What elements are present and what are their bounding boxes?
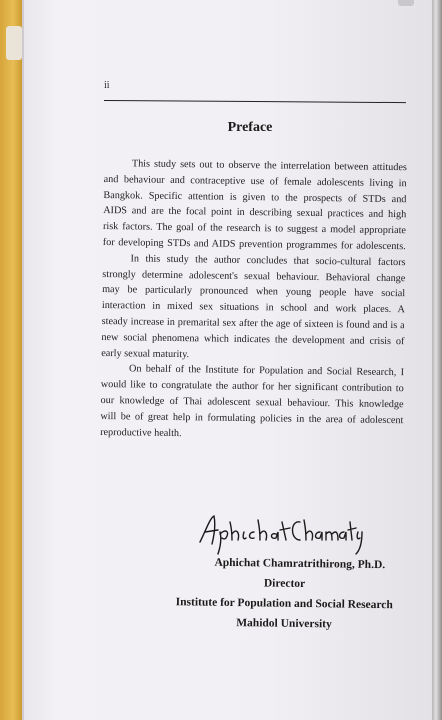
paragraph	[100, 361, 404, 444]
text-line: risk factors. The goal of the research is to suggest a model appropriate	[102, 221, 407, 237]
handwritten-signature	[196, 508, 366, 556]
text-line: In this study the author concludes that socio-cultural factors	[130, 253, 406, 269]
signatory-university: Mahidol University	[236, 617, 332, 631]
text-line: will be of great help in formulating policies in the area of adolescent	[100, 410, 404, 426]
text-line: This study sets out to observe the interrelation between attitudes	[131, 158, 407, 174]
text-line: On behalf of the Institute for Population and Social Research, I	[128, 363, 405, 379]
paragraph	[101, 251, 406, 366]
page-edge	[432, 0, 442, 720]
text-line: for developing STDs and AIDS prevention programmes for adolescents.	[102, 236, 406, 253]
text-line: would like to congratulate the author for her significant contribution to	[100, 379, 404, 395]
signatory-position: Director	[263, 577, 306, 591]
signatory-block	[159, 552, 410, 635]
page-title: Preface	[227, 120, 273, 135]
text-line: reproductive health.	[100, 426, 182, 439]
text-line: AIDS and are the focal point in describing sexual practices and high	[103, 205, 407, 221]
book-spine	[0, 0, 24, 720]
preface-body	[100, 156, 407, 445]
paragraph	[103, 156, 407, 255]
page-corner-tab	[398, 0, 414, 6]
text-line: steady increase in premarital sex after the age of sixteen is found and is a	[101, 315, 405, 332]
text-line: early sexual maturity.	[101, 347, 190, 360]
text-line: and behaviour and contraceptive use of female adolescents living in	[103, 173, 407, 190]
text-line: our knowledge of Thai adolescent sexual behaviour. This knowledge	[100, 394, 404, 411]
text-line: new social phenomena which indicates the development and crisis of	[101, 331, 405, 347]
text-line: strongly determine adolescent's sexual behaviour. Behavioral change	[102, 268, 406, 284]
signatory-institute: Institute for Population and Social Research	[175, 596, 393, 612]
text-line: may be particularly pronounced when young people have social	[102, 284, 406, 300]
torn-paper-scrap	[6, 26, 22, 60]
text-line: Bangkok. Specific attention is given to the prospects of STDs and	[103, 189, 407, 205]
text-line: interaction in mixed sex situations in school and work places. A	[101, 300, 405, 316]
signatory-name: Aphichat Chamratrithirong, Ph.D.	[214, 556, 386, 572]
page-number: ii	[104, 80, 110, 91]
